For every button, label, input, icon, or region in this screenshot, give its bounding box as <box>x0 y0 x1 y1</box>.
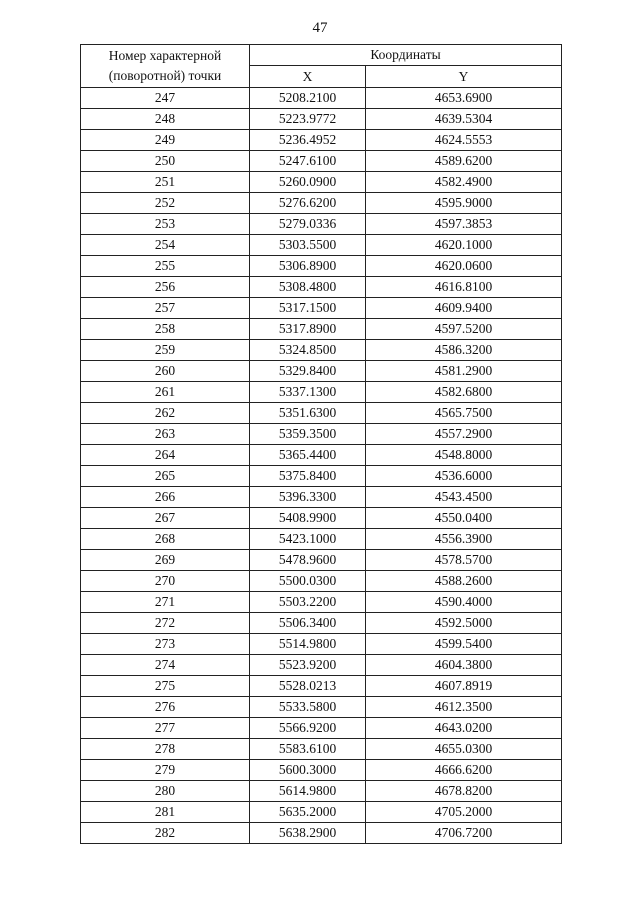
y-coordinate-cell: 4597.5200 <box>366 319 562 340</box>
point-number-cell: 262 <box>81 403 250 424</box>
y-coordinate-cell: 4620.1000 <box>366 235 562 256</box>
y-coordinate-cell: 4678.8200 <box>366 781 562 802</box>
table-row <box>81 88 562 109</box>
x-coordinate-cell: 5533.5800 <box>250 697 366 718</box>
y-coordinate-cell: 4565.7500 <box>366 403 562 424</box>
x-coordinate-cell: 5208.2100 <box>250 88 366 109</box>
table-row <box>81 697 562 718</box>
table-row <box>81 445 562 466</box>
point-number-cell: 264 <box>81 445 250 466</box>
point-number-cell: 278 <box>81 739 250 760</box>
coordinates-table <box>80 44 562 844</box>
header-point-line-1: Номер характерной <box>108 48 222 63</box>
point-number-cell: 257 <box>81 298 250 319</box>
point-number-cell: 280 <box>81 781 250 802</box>
point-number-cell: 272 <box>81 613 250 634</box>
y-coordinate-cell: 4624.5553 <box>366 130 562 151</box>
table-row <box>81 571 562 592</box>
y-coordinate-cell: 4586.3200 <box>366 340 562 361</box>
x-coordinate-cell: 5635.2000 <box>250 802 366 823</box>
table-row <box>81 214 562 235</box>
y-coordinate-cell: 4597.3853 <box>366 214 562 235</box>
table-row <box>81 781 562 802</box>
point-number-cell: 258 <box>81 319 250 340</box>
y-coordinate-cell: 4607.8919 <box>366 676 562 697</box>
table-body <box>81 88 562 844</box>
x-coordinate-cell: 5359.3500 <box>250 424 366 445</box>
x-coordinate-cell: 5308.4800 <box>250 277 366 298</box>
y-coordinate-cell: 4643.0200 <box>366 718 562 739</box>
x-coordinate-cell: 5279.0336 <box>250 214 366 235</box>
x-coordinate-cell: 5260.0900 <box>250 172 366 193</box>
y-coordinate-cell: 4620.0600 <box>366 256 562 277</box>
table-row <box>81 592 562 613</box>
x-coordinate-cell: 5365.4400 <box>250 445 366 466</box>
header-coordinates: Координаты <box>250 45 562 66</box>
table-row <box>81 403 562 424</box>
table-row <box>81 340 562 361</box>
table-row <box>81 760 562 781</box>
point-number-cell: 253 <box>81 214 250 235</box>
x-coordinate-cell: 5396.3300 <box>250 487 366 508</box>
table-row <box>81 655 562 676</box>
table-row <box>81 718 562 739</box>
x-coordinate-cell: 5514.9800 <box>250 634 366 655</box>
x-coordinate-cell: 5600.3000 <box>250 760 366 781</box>
x-coordinate-cell: 5337.1300 <box>250 382 366 403</box>
table-row <box>81 172 562 193</box>
y-coordinate-cell: 4595.9000 <box>366 193 562 214</box>
x-coordinate-cell: 5236.4952 <box>250 130 366 151</box>
table-row <box>81 193 562 214</box>
x-coordinate-cell: 5638.2900 <box>250 823 366 844</box>
y-coordinate-cell: 4582.6800 <box>366 382 562 403</box>
y-coordinate-cell: 4706.7200 <box>366 823 562 844</box>
x-coordinate-cell: 5566.9200 <box>250 718 366 739</box>
x-coordinate-cell: 5528.0213 <box>250 676 366 697</box>
x-coordinate-cell: 5351.6300 <box>250 403 366 424</box>
table-row <box>81 508 562 529</box>
point-number-cell: 247 <box>81 88 250 109</box>
point-number-cell: 281 <box>81 802 250 823</box>
point-number-cell: 252 <box>81 193 250 214</box>
y-coordinate-cell: 4666.6200 <box>366 760 562 781</box>
point-number-cell: 279 <box>81 760 250 781</box>
x-coordinate-cell: 5247.6100 <box>250 151 366 172</box>
table-row <box>81 361 562 382</box>
point-number-cell: 269 <box>81 550 250 571</box>
point-number-cell: 274 <box>81 655 250 676</box>
point-number-cell: 255 <box>81 256 250 277</box>
x-coordinate-cell: 5500.0300 <box>250 571 366 592</box>
page-number: 47 <box>312 20 328 36</box>
point-number-cell: 275 <box>81 676 250 697</box>
x-coordinate-cell: 5317.1500 <box>250 298 366 319</box>
table-row <box>81 256 562 277</box>
table-row <box>81 319 562 340</box>
x-coordinate-cell: 5503.2200 <box>250 592 366 613</box>
point-number-cell: 251 <box>81 172 250 193</box>
table-row <box>81 802 562 823</box>
y-coordinate-cell: 4589.6200 <box>366 151 562 172</box>
y-coordinate-cell: 4556.3900 <box>366 529 562 550</box>
table-row <box>81 739 562 760</box>
point-number-cell: 270 <box>81 571 250 592</box>
y-coordinate-cell: 4612.3500 <box>366 697 562 718</box>
table-row <box>81 130 562 151</box>
point-number-cell: 271 <box>81 592 250 613</box>
table-row <box>81 235 562 256</box>
x-coordinate-cell: 5408.9900 <box>250 508 366 529</box>
table-row <box>81 550 562 571</box>
point-number-cell: 261 <box>81 382 250 403</box>
y-coordinate-cell: 4536.6000 <box>366 466 562 487</box>
point-number-cell: 277 <box>81 718 250 739</box>
y-coordinate-cell: 4590.4000 <box>366 592 562 613</box>
x-coordinate-cell: 5306.8900 <box>250 256 366 277</box>
x-coordinate-cell: 5329.8400 <box>250 361 366 382</box>
y-coordinate-cell: 4543.4500 <box>366 487 562 508</box>
x-coordinate-cell: 5324.8500 <box>250 340 366 361</box>
point-number-cell: 263 <box>81 424 250 445</box>
header-row-top <box>81 45 562 66</box>
y-coordinate-cell: 4588.2600 <box>366 571 562 592</box>
table-row <box>81 277 562 298</box>
x-coordinate-cell: 5375.8400 <box>250 466 366 487</box>
point-number-cell: 273 <box>81 634 250 655</box>
table-row <box>81 466 562 487</box>
point-number-cell: 248 <box>81 109 250 130</box>
point-number-cell: 266 <box>81 487 250 508</box>
point-number-cell: 250 <box>81 151 250 172</box>
y-coordinate-cell: 4616.8100 <box>366 277 562 298</box>
y-coordinate-cell: 4705.2000 <box>366 802 562 823</box>
y-coordinate-cell: 4550.0400 <box>366 508 562 529</box>
table-row <box>81 676 562 697</box>
y-coordinate-cell: 4655.0300 <box>366 739 562 760</box>
point-number-cell: 265 <box>81 466 250 487</box>
x-coordinate-cell: 5523.9200 <box>250 655 366 676</box>
x-coordinate-cell: 5506.3400 <box>250 613 366 634</box>
header-point-number <box>81 45 250 88</box>
x-coordinate-cell: 5614.9800 <box>250 781 366 802</box>
x-coordinate-cell: 5223.9772 <box>250 109 366 130</box>
table-row <box>81 298 562 319</box>
x-coordinate-cell: 5276.6200 <box>250 193 366 214</box>
y-coordinate-cell: 4582.4900 <box>366 172 562 193</box>
y-coordinate-cell: 4639.5304 <box>366 109 562 130</box>
y-coordinate-cell: 4653.6900 <box>366 88 562 109</box>
y-coordinate-cell: 4557.2900 <box>366 424 562 445</box>
table-row <box>81 151 562 172</box>
point-number-cell: 282 <box>81 823 250 844</box>
x-coordinate-cell: 5583.6100 <box>250 739 366 760</box>
point-number-cell: 267 <box>81 508 250 529</box>
table-header <box>81 45 562 88</box>
table-row <box>81 529 562 550</box>
point-number-cell: 260 <box>81 361 250 382</box>
x-coordinate-cell: 5423.1000 <box>250 529 366 550</box>
point-number-cell: 254 <box>81 235 250 256</box>
header-point-line-2: (поворотной) точки <box>108 68 222 83</box>
table-row <box>81 487 562 508</box>
x-coordinate-cell: 5478.9600 <box>250 550 366 571</box>
y-coordinate-cell: 4609.9400 <box>366 298 562 319</box>
point-number-cell: 249 <box>81 130 250 151</box>
point-number-cell: 256 <box>81 277 250 298</box>
table-row <box>81 382 562 403</box>
y-coordinate-cell: 4592.5000 <box>366 613 562 634</box>
header-y: Y <box>366 66 562 88</box>
table-row <box>81 109 562 130</box>
x-coordinate-cell: 5317.8900 <box>250 319 366 340</box>
table-row <box>81 424 562 445</box>
point-number-cell: 259 <box>81 340 250 361</box>
y-coordinate-cell: 4604.3800 <box>366 655 562 676</box>
table-row <box>81 823 562 844</box>
y-coordinate-cell: 4578.5700 <box>366 550 562 571</box>
y-coordinate-cell: 4548.8000 <box>366 445 562 466</box>
point-number-cell: 268 <box>81 529 250 550</box>
header-x: X <box>250 66 366 88</box>
y-coordinate-cell: 4581.2900 <box>366 361 562 382</box>
table-row <box>81 613 562 634</box>
table-row <box>81 634 562 655</box>
y-coordinate-cell: 4599.5400 <box>366 634 562 655</box>
x-coordinate-cell: 5303.5500 <box>250 235 366 256</box>
point-number-cell: 276 <box>81 697 250 718</box>
